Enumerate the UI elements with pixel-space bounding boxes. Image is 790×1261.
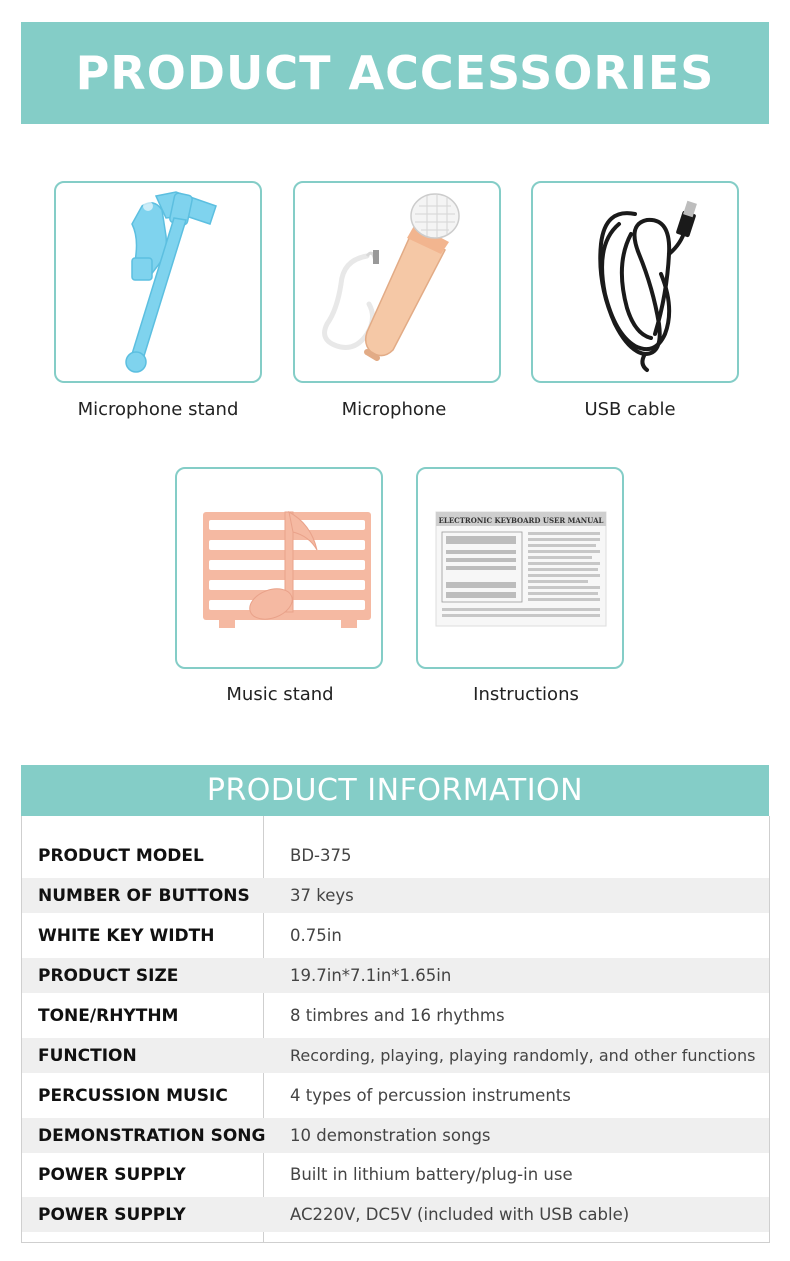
table-row <box>22 1197 769 1232</box>
table-row-key: WHITE KEY WIDTH <box>38 925 215 946</box>
table-row-value: BD-375 <box>290 846 352 865</box>
product-information-table <box>21 816 770 1243</box>
table-row <box>22 838 769 873</box>
table-row-value: 0.75in <box>290 926 342 945</box>
table-row-value: Built in lithium battery/plug-in use <box>290 1165 573 1184</box>
table-row-key: PRODUCT MODEL <box>38 845 204 866</box>
information-banner <box>21 765 769 816</box>
table-row-key: PERCUSSION MUSIC <box>38 1085 228 1106</box>
table-row-key: TONE/RHYTHM <box>38 1005 179 1026</box>
instructions-icon <box>420 470 620 666</box>
table-row-value: 37 keys <box>290 886 354 905</box>
table-row-value: AC220V, DC5V (included with USB cable) <box>290 1205 630 1224</box>
table-row-key: POWER SUPPLY <box>38 1204 186 1225</box>
table-row-key: FUNCTION <box>38 1045 137 1066</box>
information-title: PRODUCT INFORMATION <box>206 773 584 808</box>
table-row <box>22 998 769 1033</box>
table-row <box>22 1118 769 1153</box>
table-row-key: PRODUCT SIZE <box>38 965 179 986</box>
music-stand-icon <box>179 470 379 666</box>
accessories-title: PRODUCT ACCESSORIES <box>75 46 715 100</box>
table-row <box>22 878 769 913</box>
table-row-key: DEMONSTRATION SONG <box>38 1125 266 1146</box>
table-row <box>22 958 769 993</box>
accessory-card-usb-cable <box>531 181 739 383</box>
table-row-value: 4 types of percussion instruments <box>290 1086 571 1105</box>
accessory-caption: Instructions <box>473 684 579 705</box>
accessory-caption: Microphone stand <box>77 399 239 420</box>
table-row-value: 10 demonstration songs <box>290 1126 491 1145</box>
accessory-caption: Music stand <box>226 684 334 705</box>
usb-cable-icon <box>535 184 735 380</box>
table-row-value: Recording, playing, playing randomly, and other functions <box>290 1046 756 1065</box>
accessory-card-microphone-stand <box>54 181 262 383</box>
microphone-icon <box>297 184 497 380</box>
manual-heading: ELECTRONIC KEYBOARD USER MANUAL <box>438 516 604 525</box>
table-row-key: NUMBER OF BUTTONS <box>38 885 250 906</box>
accessory-caption: USB cable <box>584 399 676 420</box>
table-row-value: 19.7in*7.1in*1.65in <box>290 966 452 985</box>
accessory-caption: Microphone <box>341 399 447 420</box>
accessory-card-microphone <box>293 181 501 383</box>
accessory-card-music-stand <box>175 467 383 669</box>
table-row-value: 8 timbres and 16 rhythms <box>290 1006 505 1025</box>
accessory-card-instructions <box>416 467 624 669</box>
table-row-key: POWER SUPPLY <box>38 1164 186 1185</box>
table-row <box>22 918 769 953</box>
table-row <box>22 1038 769 1073</box>
microphone-stand-icon <box>58 184 258 380</box>
table-row <box>22 1157 769 1192</box>
accessories-banner <box>21 22 769 124</box>
table-row <box>22 1078 769 1113</box>
